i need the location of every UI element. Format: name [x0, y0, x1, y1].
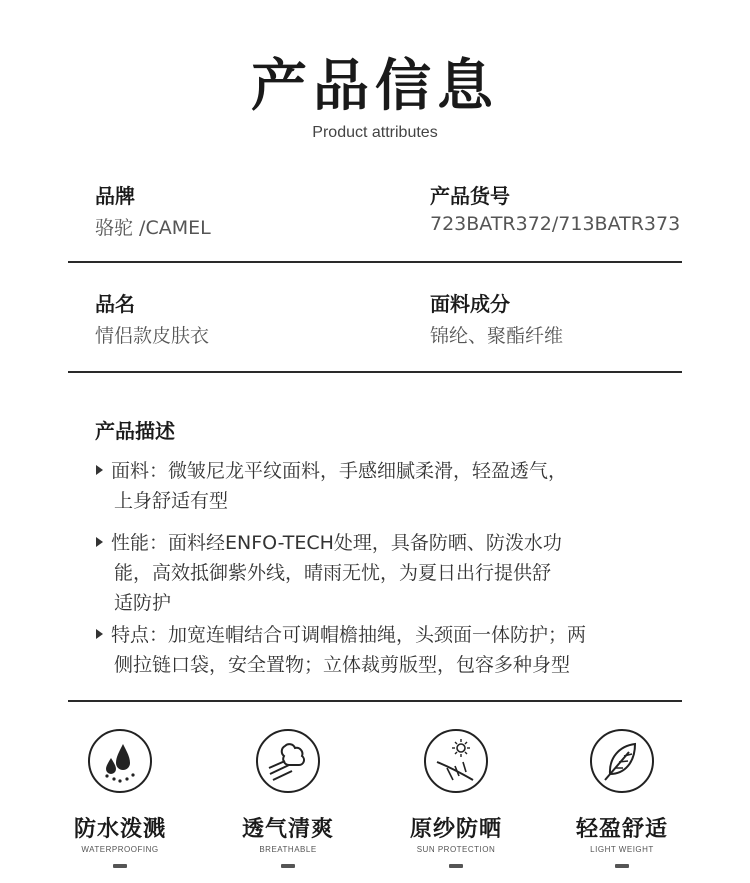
brand-value: 骆驼 /CAMEL	[95, 217, 211, 239]
feature-dash	[281, 864, 295, 868]
sku-value: 723BATR372/713BATR373	[430, 213, 681, 235]
description-item: 性能：面料经ENFO-TECH处理，具备防晒、防泼水功 能，高效抵御紫外线，晴雨无忧，为夏日出行提供舒 适防护	[96, 528, 656, 618]
feature-breathable	[208, 728, 368, 868]
feature-waterproofing	[40, 728, 200, 868]
feature-dash	[449, 864, 463, 868]
description-title: 产品描述	[95, 419, 175, 443]
feather-icon	[589, 728, 655, 794]
sku-label: 产品货号	[430, 184, 510, 208]
divider	[68, 700, 682, 702]
feature-dash	[113, 864, 127, 868]
bullet-triangle-icon	[96, 537, 103, 547]
feature-en: LIGHT WEIGHT	[590, 845, 654, 854]
feature-name: 防水泼溅	[73, 817, 166, 842]
bullet-triangle-icon	[96, 629, 103, 639]
airflow-icon	[255, 728, 321, 794]
fabric-value: 锦纶、聚酯纤维	[430, 325, 564, 347]
feature-dash	[615, 864, 629, 868]
fabric-label: 面料成分	[430, 292, 510, 316]
product-name-value: 情侣款皮肤衣	[95, 325, 210, 347]
feature-light-weight	[542, 728, 702, 868]
feature-name: 轻盈舒适	[575, 817, 668, 842]
page-title: 产品信息	[251, 54, 499, 119]
feature-sun-protection	[376, 728, 536, 868]
feature-name: 原纱防晒	[409, 817, 502, 842]
product-name-label: 品名	[95, 292, 135, 316]
description-item: 面料：微皱尼龙平纹面料，手感细腻柔滑，轻盈透气， 上身舒适有型	[96, 456, 656, 516]
description-item: 特点：加宽连帽结合可调帽檐抽绳，头颈面一体防护；两 侧拉链口袋，安全置物；立体裁剪版型，包容多种身型	[96, 620, 656, 680]
divider	[68, 371, 682, 373]
bullet-triangle-icon	[96, 465, 103, 475]
feature-en: BREATHABLE	[259, 845, 317, 854]
feature-en: SUN PROTECTION	[416, 845, 496, 854]
feature-en: WATERPROOFING	[81, 845, 159, 854]
sun-protection-icon	[423, 728, 489, 794]
feature-name: 透气清爽	[241, 817, 334, 842]
water-drops-icon	[87, 728, 153, 794]
divider	[68, 261, 682, 263]
brand-label: 品牌	[95, 184, 135, 208]
page-subtitle: Product attributes	[312, 124, 438, 141]
